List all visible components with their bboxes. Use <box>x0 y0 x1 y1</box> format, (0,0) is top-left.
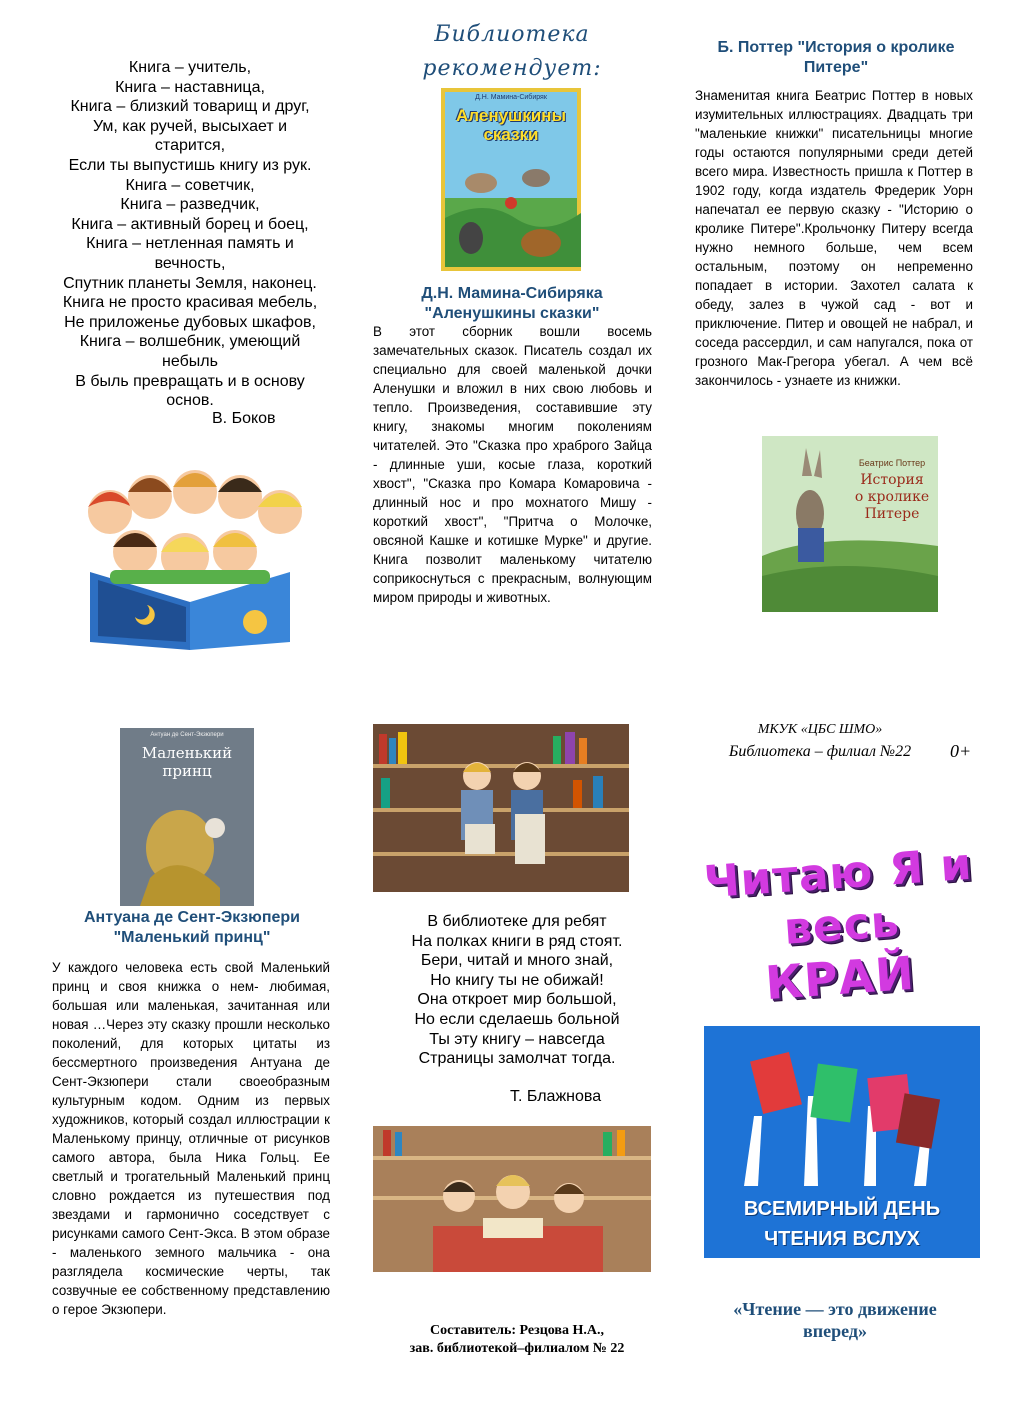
book1-heading <box>372 284 652 324</box>
poem-line: Книга – волшебник, умеющий <box>79 333 301 351</box>
poem-line: Страницы замолчат тогда. <box>418 1050 616 1068</box>
book1-heading-line1: Д.Н. Мамина-Сибиряка <box>421 285 603 302</box>
book1-description: В этот сборник вошли восемь замечательных сказок. Писатель создал их специально для своей маленькой дочки Аленушки и вложил в них свою любовь и тепло. Произведения, составившие эту книгу, знакомы многим поколениям читателей. Это "Сказка про храброго Зайца - длинные уши, косые глаза, короткий хвост", "Сказка про Комара Комаровича - длинный нос и про мохнатого Мишу - короткий хвост", "Притча о Молочке, овсяной Кашке и котишке Мурке" и другие. Книга позволит маленькому читателю соприкоснуться с прекрасным, волнующим миром природы и животных. <box>373 324 652 605</box>
cover-title-line: Питере <box>864 506 920 522</box>
book1-heading-line2: "Аленушкины сказки" <box>424 305 600 322</box>
event-title-line2: КРАЙ <box>763 945 917 1011</box>
poem-line: Книга – наставница, <box>115 78 265 96</box>
cover-author: Антуан де Сент-Экзюпери <box>150 732 224 738</box>
poem-line: Книга – активный борец и боец, <box>71 215 309 233</box>
org-line2: Библиотека – филиал №22 <box>728 743 912 760</box>
poem-line: старится, <box>154 137 226 155</box>
slogan-line2: вперед» <box>803 1321 867 1341</box>
poem-line: Книга – близкий товарищ и друг, <box>70 98 310 116</box>
poem-line: Она откроет мир большой, <box>417 991 617 1009</box>
poem-line: небыль <box>162 352 218 370</box>
poem-author: Т. Блажнова <box>510 1088 602 1105</box>
kids-reading-illustration <box>50 452 330 650</box>
poem-bokov <box>40 58 340 411</box>
book3-heading-line1: Антуана де Сент-Экзюпери <box>83 909 300 926</box>
compiler-line1: Составитель: Резцова Н.А., <box>430 1323 604 1338</box>
book2-heading <box>694 38 978 78</box>
cover-title-line: о кролике <box>854 489 930 505</box>
poem-line: вечность, <box>154 254 226 272</box>
cover-title-line: Маленький <box>141 744 233 762</box>
cover-title-line: История <box>860 472 924 488</box>
poem-line: Книга – нетленная память и <box>86 235 294 253</box>
poem-blazhnova <box>372 912 662 1069</box>
poster-text <box>704 1194 980 1254</box>
org-line1: МКУК «ЦБС ШМО» <box>757 722 883 737</box>
poem-line: Спутник планеты Земля, наконец. <box>63 274 317 292</box>
recommend-header <box>400 18 624 86</box>
cover-title <box>846 472 938 523</box>
book-cover-alenushkiny <box>441 88 581 271</box>
event-title <box>690 838 990 1011</box>
poem-line: Книга – советчик, <box>125 176 255 194</box>
read-aloud-day-poster <box>704 1026 980 1258</box>
book-cover-little-prince <box>120 728 254 906</box>
poem-line: Ум, как ручей, высыхает и <box>92 117 288 135</box>
poem-line: В быль превращать и в основу <box>75 372 305 390</box>
poem-line: В библиотеке для ребят <box>427 913 607 930</box>
book-cover-peter-rabbit <box>762 436 938 612</box>
book2-heading-line2: Питере" <box>803 59 869 76</box>
cover-title: Аленушкины сказки <box>456 106 566 144</box>
book2-description: Знаменитая книга Беатрис Поттер в новых изумительных иллюстрациях. Двадцать три "маленькие книжки" писательницы многие годы остаются популярными среди детей всего мира. Известность пришла к Поттер в 1902 году, когда издатель Фредерик Уорн напечатал ее первую сказку - "Историю о кролике Питере".Крольчонку Питеру всегда нужно немного больше, чем всем остальным, поэтому он непременно попадает в истории. Захотел салата к обеду, залез в чужой сад - вот и приключение. Питер и овощей не набрал, и соседа рассердил, и сам напугался, пока от грозного Мак-Грегора убегал. А чем всё закончилось - узнаете из книжки. <box>695 88 973 388</box>
poem-line: На полках книги в ряд стоят. <box>411 932 623 950</box>
book2-heading-line1: Б. Поттер "История о кролике <box>717 39 955 56</box>
poem-line: основ. <box>166 392 214 410</box>
kids-bookshelf-photo <box>373 724 629 892</box>
poster-line2: ЧТЕНИЯ ВСЛУХ <box>764 1228 920 1250</box>
slogan <box>700 1298 970 1342</box>
poem-line: Но книгу ты не обижай! <box>430 971 604 989</box>
book3-description: У каждого человека есть свой Маленький принц и своя книжка о нем- любимая, большая или маленькая, зачитанная или новая …Через эту сказку прошли несколько поколений, для которых цитаты из бессмертного произведения Антуана де Сент-Экзюпери стали своеобразным культурным кодом. Одним из первых художников, который создал иллюстрации к Маленькому принцу, отличные от рисунков самого автора, была Ника Гольц. Ее светлый и трогательный Маленький принц словно рождается из путешествия под звездами и гармонично соседствует с рисунками самого Сент-Экса. В этом образе - маленького земного мальчика - она разглядела космические черты, так созвучные ее собственному представлению о герое Экзюпери. <box>52 960 330 1317</box>
poem-line: Книга – учитель, <box>128 59 252 76</box>
poster-line1: ВСЕМИРНЫЙ ДЕНЬ <box>743 1198 941 1220</box>
age-rating: 0+ <box>950 741 972 761</box>
event-title-line1: Читаю Я и весь <box>702 838 974 955</box>
kids-reading-photo <box>373 1126 651 1272</box>
poem-line: Книга – разведчик, <box>120 196 260 214</box>
recommend-header-line1: Библиотека <box>434 22 590 47</box>
cover-author: Д.Н. Мамина-Сибиряк <box>475 94 547 101</box>
poem-line: Книга не просто красивая мебель, <box>62 294 318 312</box>
cover-author: Беатрис Поттер <box>858 458 926 468</box>
book3-heading-line2: "Маленький принц" <box>113 929 271 946</box>
cover-title <box>120 744 254 780</box>
recommend-header-line2: рекомендует: <box>422 56 602 81</box>
poem-line: Бери, читай и много знай, <box>420 952 614 970</box>
compiler-credit <box>372 1322 662 1358</box>
compiler-line2: зав. библиотекой–филиалом № 22 <box>409 1341 625 1356</box>
poem-line: Если ты выпустишь книгу из рук. <box>68 156 312 174</box>
poem-line: Ты эту книгу – навсегда <box>429 1030 605 1048</box>
book3-heading <box>50 908 334 948</box>
poem-line: Не приложенье дубовых шкафов, <box>64 313 316 331</box>
slogan-line1: «Чтение — это движение <box>733 1299 937 1319</box>
poem-line: Но если сделаешь больной <box>414 1010 620 1028</box>
cover-title-line: принц <box>162 762 212 780</box>
poem-author: В. Боков <box>212 410 276 427</box>
